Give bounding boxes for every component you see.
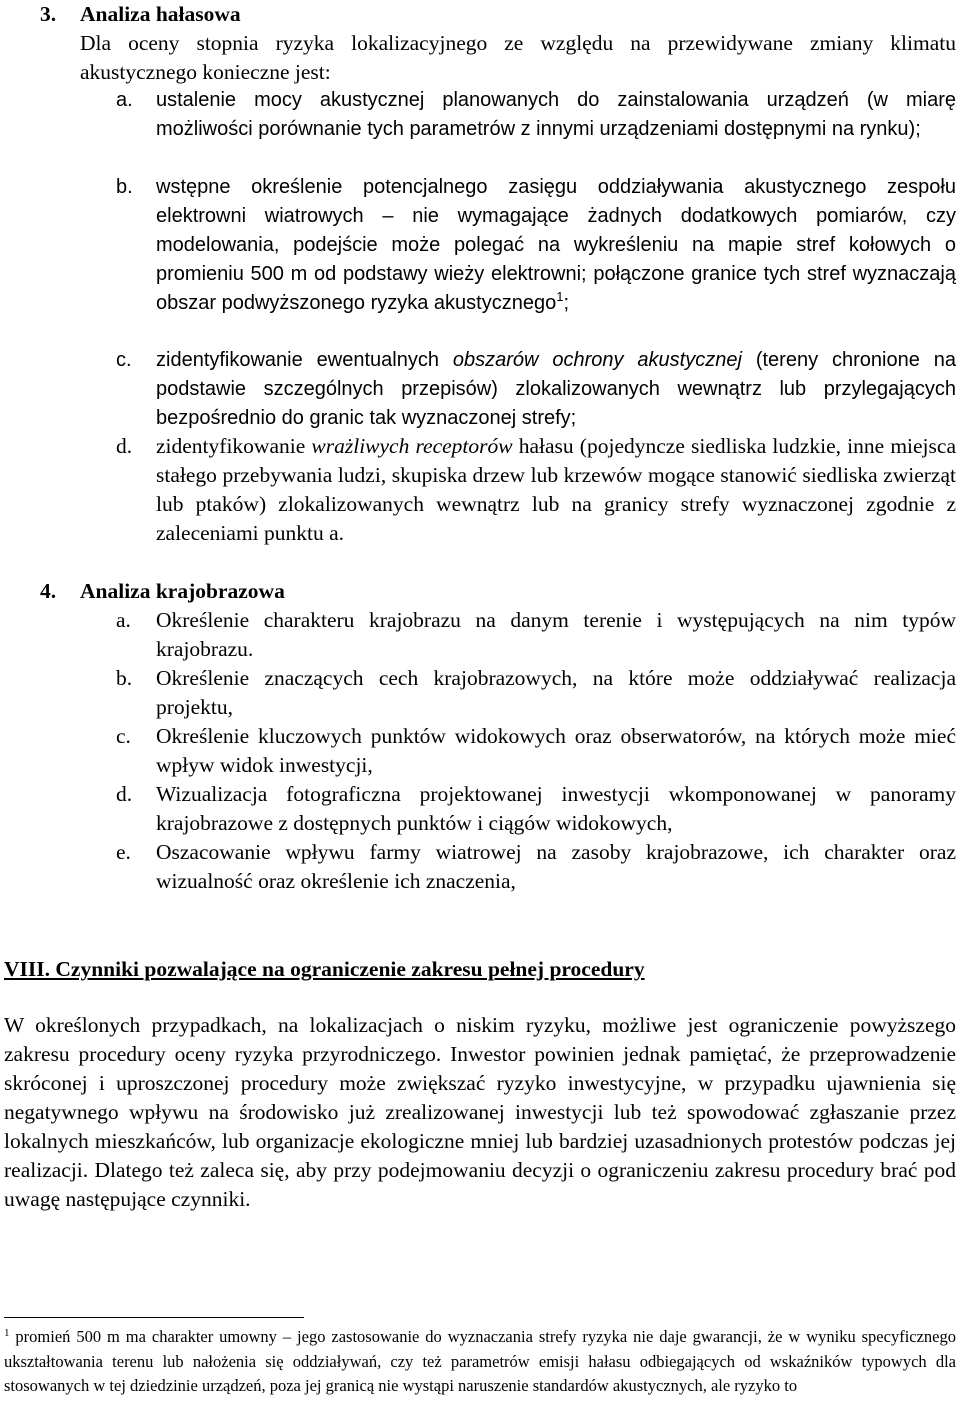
list-item-text: ustalenie mocy akustycznej planowanych do zainstalowania urządzeń (w miarę możliwości porównanie tych parametrów z innymi urządzeniami dostępnymi na rynku); (156, 89, 956, 140)
chapter-paragraph: W określonych przypadkach, na lokalizacjach o niskim ryzyku, możliwe jest ograniczenie powyższego zakresu procedury oceny ryzyka przyrodniczego. Inwestor powinien jednak pamiętać, że przeprowadzenie skróconej i uproszczonej procedury może zwiększać ryzyko inwestycyjne, w przypadku ujawnienia się negatywnego wpływu na środowisko już zrealizowanej inwestycji lub też spowodować zgłaszanie przez lokalnych mieszkańców, lub organizacje ekologiczne mniej lub bardziej uzasadnionych protestów podczas jej realizacji. Dlatego też zaleca się, aby przy podejmowaniu decyzji o ograniczeniu zakresu procedury brać pod uwagę następujące czynniki. (4, 1013, 956, 1211)
list-letter: b. (116, 666, 133, 690)
list-letter: d. (116, 434, 133, 458)
list-letter: d. (116, 782, 133, 806)
emphasis: wrażliwych receptorów (311, 434, 513, 458)
list-item-text: Określenie kluczowych punktów widokowych oraz obserwatorów, na których może mieć wpływ widok inwestycji, (156, 724, 956, 777)
list-item-text: zidentyfikowanie wrażliwych receptorów hałasu (pojedyncze siedliska ludzkie, inne miejsca stałego przebywania ludzi, skupiska drzew lub krzewów mogące stanowić siedliska zwierząt lub ptaków) zlokalizowanych wewnątrz lub na granicy strefy wyznaczonej zgodnie z zaleceniami punktu a. (156, 434, 956, 545)
section-4-number: 4. (40, 579, 57, 603)
list-letter: c. (116, 724, 131, 748)
section-4-title: Analiza krajobrazowa (80, 579, 285, 603)
section-3-title: Analiza hałasowa (80, 2, 241, 26)
emphasis: obszarów ochrony akustycznej (452, 349, 742, 371)
footnote-separator (4, 1317, 304, 1318)
list-item-text: wstępne określenie potencjalnego zasięgu oddziaływania akustycznego zespołu elektrowni wiatrowych – nie wymagające żadnych dodatkowych pomiarów, czy modelowania, podejście może polegać na wykreśleniu na mapie stref kołowych o promieniu 500 m od podstawy wieży elektrowni; połączone granice tych stref wyznaczają obszar podwyższonego ryzyka akustycznego$^1$; (156, 176, 956, 314)
footnote-marker: 1 (4, 1327, 10, 1339)
section-3-intro: Dla oceny stopnia ryzyka lokalizacyjnego ze względu na przewidywane zmiany klimatu akustycznego konieczne jest: (80, 31, 956, 84)
list-item-text: Określenie charakteru krajobrazu na danym terenie i występujących na nim typów krajobrazu. (156, 608, 956, 661)
chapter-title: VIII. Czynniki pozwalające na ograniczenie zakresu pełnej procedury (4, 957, 645, 981)
list-item-text: Wizualizacja fotograficzna projektowanej inwestycji wkomponowanej w panoramy krajobrazowe z dostępnych punktów i ciągów widokowych, (156, 782, 956, 835)
list-letter: a. (116, 608, 131, 632)
list-item-text: Oszacowanie wpływu farmy wiatrowej na zasoby krajobrazowe, ich charakter oraz wizualność oraz określenie ich znaczenia, (156, 840, 956, 893)
list-letter: a. (116, 89, 133, 111)
list-item-text: zidentyfikowanie ewentualnych obszarów ochrony akustycznej (tereny chronione na podstawie szczególnych przepisów) zlokalizowanych wewnątrz lub przylegających bezpośrednio do granic tak wyznaczonej strefy; (156, 349, 956, 429)
list-item-text: Określenie znaczących cech krajobrazowych, na które może oddziaływać realizacja projektu, (156, 666, 956, 719)
list-letter: e. (116, 840, 131, 864)
footnote (4, 1325, 956, 1399)
footnote-reference[interactable]: 1 (556, 289, 564, 304)
list-letter: b. (116, 176, 133, 198)
footnote-text: promień 500 m ma charakter umowny – jego zastosowanie do wyznaczania strefy ryzyka nie daje gwarancji, że w wyniku specyficznego ukształtowania terenu lub nałożenia się oddziaływań, czy też parametrów emisji hałasu odbiegających od wskaźników typowych dla stosowanych w tej dziedzinie urządzeń, poza jej granicą nie wystąpi naruszenie standardów akustycznych, ale ryzyko to (4, 1327, 956, 1395)
list-letter: c. (116, 349, 132, 371)
section-3-number: 3. (40, 2, 57, 26)
